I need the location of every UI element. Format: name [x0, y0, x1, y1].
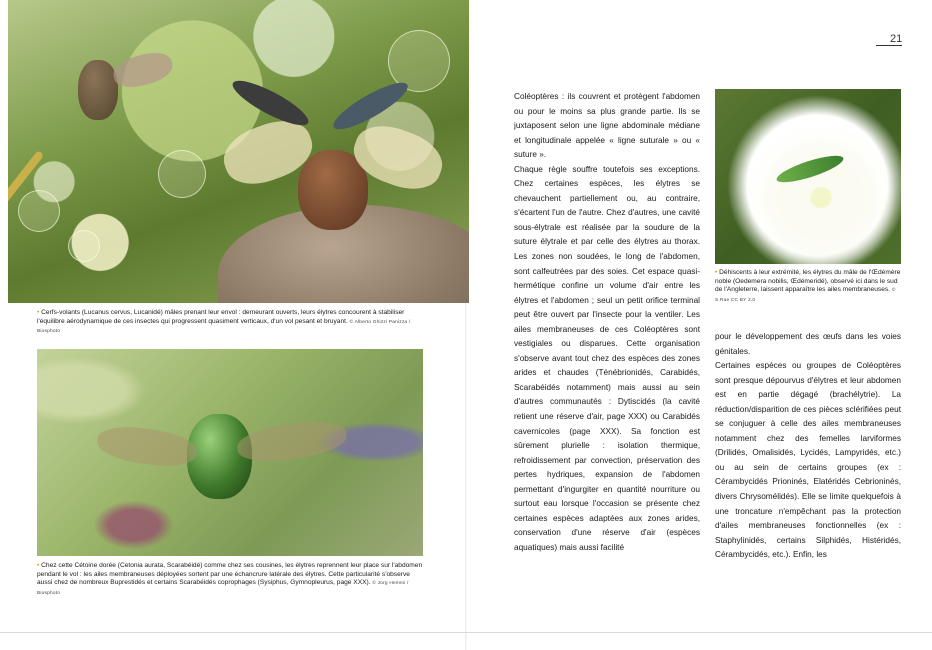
body-column-2 — [715, 330, 901, 563]
caption-bullet: • — [37, 309, 40, 316]
bokeh-circle — [68, 230, 100, 262]
oedemera-body — [774, 151, 846, 188]
caption-bullet: • — [37, 562, 40, 569]
photo-rose-chafer — [37, 349, 423, 556]
caption-oedemera — [715, 269, 903, 306]
chafer-wing-right — [235, 417, 349, 467]
paragraph: pour le développement des œufs dans les voies génitales. — [715, 332, 901, 356]
photo-stag-beetles — [8, 0, 469, 303]
stag-beetle-background — [78, 60, 118, 120]
body-column-1 — [514, 90, 700, 556]
caption-credit: © Jorg Hemmi / Biosphoto — [37, 581, 409, 597]
beetle-wing-bg — [110, 48, 176, 93]
bokeh-circle — [18, 190, 60, 232]
chafer-wing-left — [95, 422, 199, 471]
caption-credit: © Alberto Ghizzi Panizza / Biosphoto — [37, 319, 411, 335]
paragraph: Chaque règle souffre toutefois ses exceptions. Chez certaines espèces, les élytres se chevauchent partiellement ou, au contraire, s'écartent l'un de l'autre. Chez d'autres, une cavité sous-élytrale est réalisée par la soudure de la suture élytrale et par celle des élytres au thorax. Les zones non soudées, le long de l'abdomen, sont calfeutrées par des soies. Cet espace quasi-hermétique confine un volume d'air entre les élytres et l'abdomen ; seul un petit orifice terminal peut être ouvert par l'insecte pour la ventiler. Les ailes membraneuses de ces Coléoptères sont vestigiales ou disparues. Cette organisation s'observe avant tout chez des espèces des zones arides et chaudes (Ténébrionidés, Carabidés, Scarabéidés notamment) mais aussi au sein d'autres communautés : Dytiscidés (la cavité retient une réserve d'air, page XXX) ou Carabidés cavernicoles (page XXX). Sa fonction est sûrement plurielle : isolation thermique, refroidissement par convection, préservation des pertes hydriques, expansion de l'abdomen permettant d'ingurgiter en quantité nourriture ou surtout eau lorsque l'occasion se présente chez certaines espèces adaptées aux zones arides, conservation d'une réserve d'air (espèces aquatiques) mais aussi facilité — [514, 164, 700, 552]
caption-credit: © S.Rae CC BY 2.0 — [715, 288, 896, 304]
caption-stag-beetles — [37, 309, 425, 337]
page-number: 21 — [876, 33, 902, 46]
paragraph: Coléoptères : ils couvrent et protègent l'abdomen ou pour le moins sa plus grande partie. Ils se juxtaposent selon une ligne abdominale médiane et longitudinale appelée « ligne suturale » ou « suture ». — [514, 92, 700, 160]
bokeh-circle — [158, 150, 206, 198]
paragraph: Certaines espèces ou groupes de Coléoptères sont presque dépourvus d'élytres et leur abdomen est en partie dégagé (brachélytrie). La réduction/disparition de ces pièces sclérifiées peut se conjuguer à celle des ailes membraneuses notamment chez des femelles larviformes (Drilidés, Omalisidés, Lycidés, Lampyridés, etc.) ou au sein de certains groupes (ex : Cérambycidés Prioninés, Elatéridés Cebrioninés, divers Chrysomélidés). Elle se limite quelquefois à une troncature n'empêchant pas la protection d'ailes membraneuses fonctionnelles (ex : Staphylinidés, certains Silphidés, Histéridés, Cérambycidés, etc.). Enfin, les — [715, 361, 901, 560]
caption-bullet: • — [715, 269, 718, 276]
caption-text: Cerfs-volants (Lucanus cervus, Lucanidé) mâles prenant leur envol : demeurant ouverts, leurs élytres concourent à stabiliser l'équilibre aérodynamique de ces insectes qui progressent quasiment verticaux, d'un vol pesant et bruyant. — [37, 309, 405, 325]
caption-rose-chafer — [37, 562, 425, 599]
photo-oedemera — [715, 89, 901, 264]
page-bottom-edge — [0, 632, 932, 633]
caption-text: Chez cette Cétoine dorée (Cetonia aurata, Scarabéidé) comme chez ses cousines, les élytres reprennent leur place sur l'abdomen pendant le vol : les ailes membraneuses déployées sortent par une échancrure latérale des élytres. Cette particularité s'observe aussi chez de nombreux Buprestidés et certains Scarabéidés coprophages (Sysiphus, Gymnopleurus, page XXX). — [37, 562, 423, 587]
caption-text: Déhiscents à leur extrémité, les élytres du mâle de l'Œdémère noble (Oedemera nobilis, Œdémeridé), observé ici dans le sud de l'Angleterre, laissent apparaître les ailes membraneuses. — [715, 269, 901, 294]
